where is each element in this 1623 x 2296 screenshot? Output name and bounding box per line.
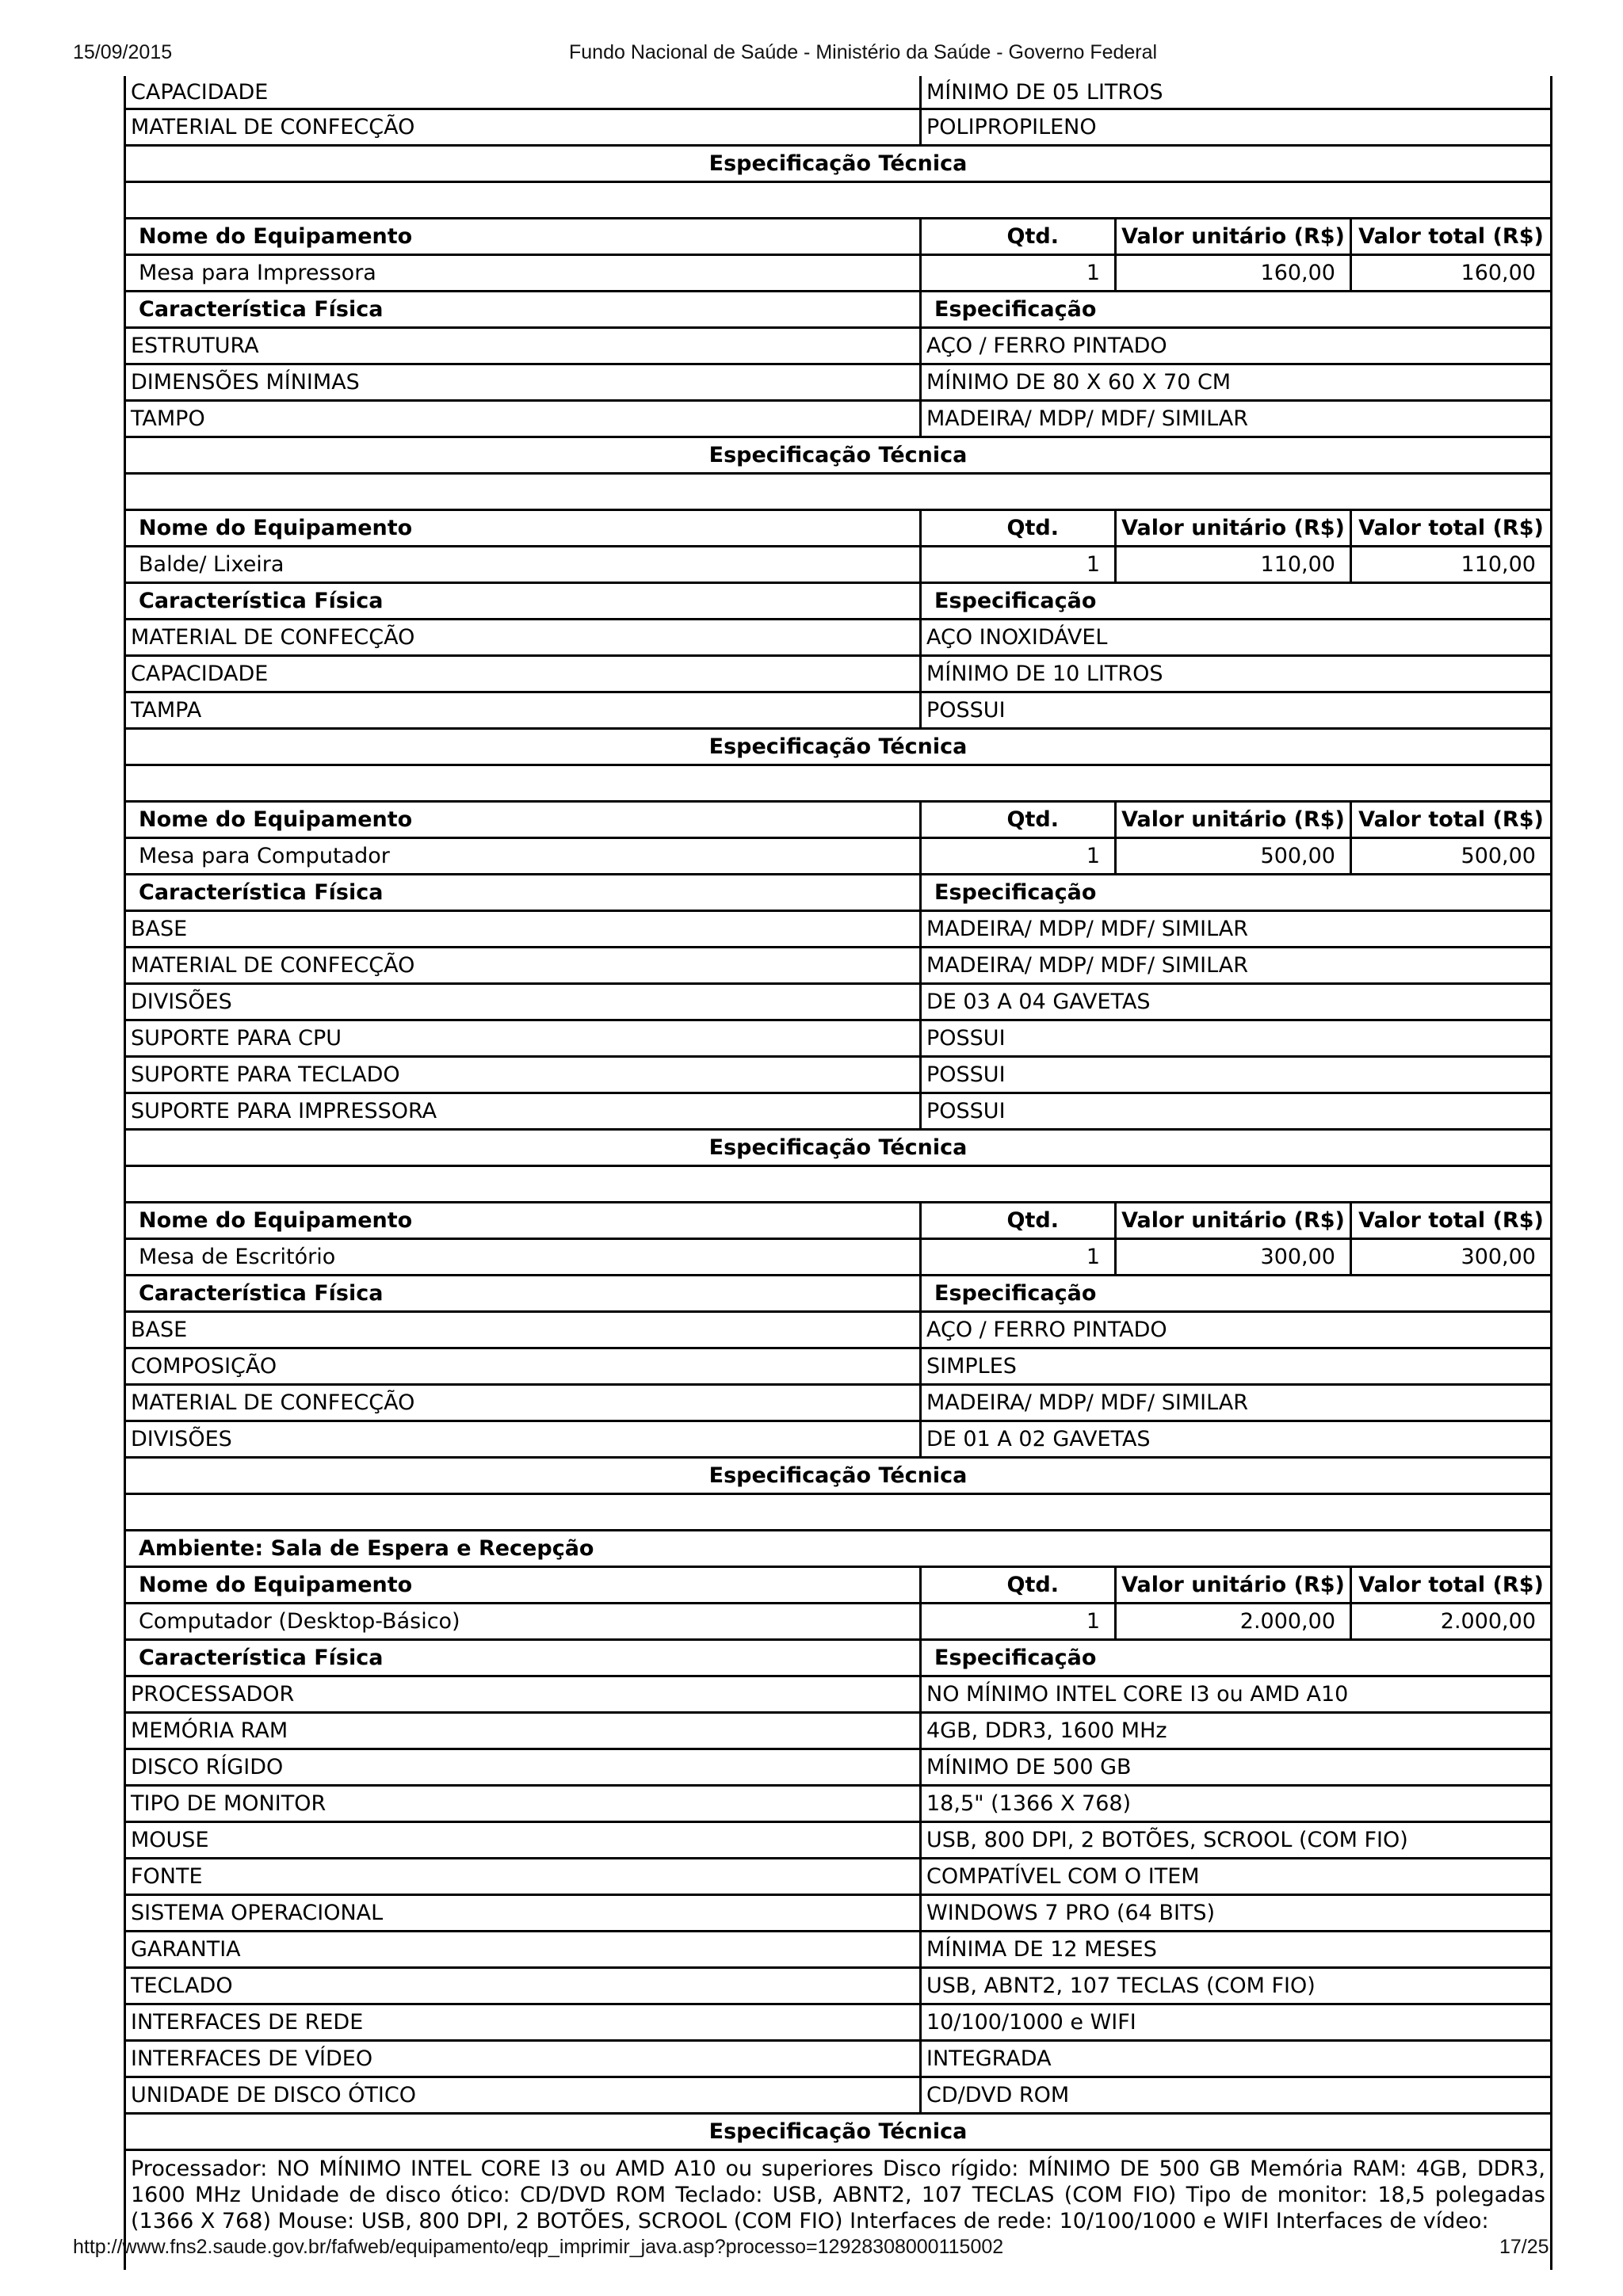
- col-header-caract: Característica Física: [126, 584, 922, 618]
- spec-label: BASE: [126, 1313, 922, 1347]
- spec-value: MADEIRA/ MDP/ MDF/ SIMILAR: [926, 917, 1248, 941]
- spec-label: MATERIAL DE CONFECÇÃO: [126, 110, 922, 144]
- col-header-qtd: Qtd.: [922, 1203, 1117, 1238]
- blank-row: [126, 1167, 1550, 1203]
- spec-row: [126, 402, 1550, 438]
- spec-value: USB, ABNT2, 107 TECLAS (COM FIO): [926, 1974, 1316, 1998]
- equipment-qtd: 1: [922, 1604, 1117, 1638]
- spec-label: CAPACIDADE: [126, 657, 922, 691]
- spec-value: INTEGRADA: [926, 2046, 1052, 2071]
- spec-value: SIMPLES: [926, 1354, 1017, 1379]
- equipment-unit-value: 300,00: [1117, 1240, 1352, 1274]
- col-header-name: Nome do Equipamento: [126, 803, 922, 837]
- spec-value: CD/DVD ROM: [926, 2083, 1070, 2107]
- spec-tecnica-heading: Especificação Técnica: [708, 151, 968, 176]
- equipment-header-row: [126, 1203, 1550, 1240]
- col-header-unit-value: Valor unitário (R$): [1117, 219, 1352, 254]
- spec-value: COMPATÍVEL COM O ITEM: [926, 1864, 1200, 1889]
- spec-row: [126, 693, 1550, 730]
- spec-value: DE 03 A 04 GAVETAS: [926, 990, 1151, 1014]
- spec-label: MATERIAL DE CONFECÇÃO: [126, 1386, 922, 1420]
- spec-row: [126, 1823, 1550, 1859]
- spec-tecnica-row: [126, 730, 1550, 766]
- spec-value: MÍNIMO DE 80 X 60 X 70 CM: [926, 370, 1232, 395]
- spec-row: [126, 2042, 1550, 2078]
- blank-row: [126, 1495, 1550, 1531]
- col-header-name: Nome do Equipamento: [126, 1203, 922, 1238]
- spec-row: [126, 1058, 1550, 1094]
- equipment-total-value: 2.000,00: [1440, 1609, 1536, 1634]
- spec-row: [126, 2005, 1550, 2042]
- spec-row: [126, 1422, 1550, 1459]
- equipment-qtd: 1: [922, 839, 1117, 873]
- col-header-total-value: Valor total (R$): [1358, 1573, 1544, 1597]
- page-number: 17/25: [1499, 2236, 1549, 2258]
- spec-tecnica-heading: Especificação Técnica: [708, 1463, 968, 1488]
- blank-row: [126, 475, 1550, 511]
- col-header-unit-value: Valor unitário (R$): [1117, 1203, 1352, 1238]
- blank-row: [126, 183, 1550, 219]
- spec-value: MADEIRA/ MDP/ MDF/ SIMILAR: [926, 1390, 1248, 1415]
- col-header-unit-value: Valor unitário (R$): [1117, 511, 1352, 545]
- equipment-row: [126, 256, 1550, 292]
- equipment-row: [126, 1604, 1550, 1641]
- equipment-name: Computador (Desktop-Básico): [126, 1604, 922, 1638]
- spec-header-row: [126, 292, 1550, 329]
- spec-row: [126, 2078, 1550, 2115]
- spec-label: DISCO RÍGIDO: [126, 1750, 922, 1784]
- spec-value: AÇO / FERRO PINTADO: [926, 1318, 1167, 1342]
- spec-value: NO MÍNIMO INTEL CORE I3 ou AMD A10: [926, 1682, 1349, 1707]
- col-header-spec: Especificação: [934, 589, 1097, 613]
- technical-description: Processador: NO MÍNIMO INTEL CORE I3 ou AMD A10 ou superiores Disco rígido: MÍNIMO DE 500 GB Memória RAM: 4GB, DDR3, 1600 MHz Unidade de disco ótico: CD/DVD ROM Teclado: USB, ABNT2, 107 TECLAS (COM FIO) Tipo de monitor: 18,5 polegadas (1366 X 768) Mouse: USB, 800 DPI, 2 BOTÕES, SCROOL (COM FIO) Interfaces de rede: 10/100/1000 e WIFI Interfaces de vídeo:: [131, 2157, 1545, 2233]
- spec-label: CAPACIDADE: [126, 76, 922, 108]
- spec-row: [126, 1094, 1550, 1131]
- spec-row: [126, 1677, 1550, 1714]
- spec-label: INTERFACES DE VÍDEO: [126, 2042, 922, 2076]
- col-header-qtd: Qtd.: [922, 219, 1117, 254]
- equipment-header-row: [126, 803, 1550, 839]
- col-header-name: Nome do Equipamento: [126, 511, 922, 545]
- equipment-name: Mesa para Computador: [126, 839, 922, 873]
- equipment-unit-value: 500,00: [1117, 839, 1352, 873]
- spec-value: MADEIRA/ MDP/ MDF/ SIMILAR: [926, 406, 1248, 431]
- col-header-unit-value: Valor unitário (R$): [1117, 1568, 1352, 1602]
- col-header-spec: Especificação: [934, 1646, 1097, 1670]
- spec-tecnica-row: [126, 1459, 1550, 1495]
- equipment-total-value: 500,00: [1461, 844, 1536, 868]
- col-header-qtd: Qtd.: [922, 1568, 1117, 1602]
- col-header-name: Nome do Equipamento: [126, 1568, 922, 1602]
- spec-header-row: [126, 1276, 1550, 1313]
- spec-label: SUPORTE PARA CPU: [126, 1021, 922, 1055]
- spec-tecnica-row: [126, 1131, 1550, 1167]
- col-header-caract: Característica Física: [126, 1641, 922, 1675]
- spec-row: [126, 1932, 1550, 1969]
- spec-label: TIPO DE MONITOR: [126, 1787, 922, 1821]
- spec-value: MÍNIMO DE 10 LITROS: [926, 662, 1163, 686]
- spec-value: MÍNIMA DE 12 MESES: [926, 1937, 1157, 1962]
- spec-value: WINDOWS 7 PRO (64 BITS): [926, 1901, 1216, 1925]
- equipment-unit-value: 110,00: [1117, 547, 1352, 582]
- spec-header-row: [126, 584, 1550, 620]
- blank-row: [126, 766, 1550, 803]
- blank-cell: [126, 475, 1550, 509]
- spec-row: [126, 1313, 1550, 1349]
- col-header-total-value: Valor total (R$): [1358, 1208, 1544, 1233]
- spec-value: 4GB, DDR3, 1600 MHz: [926, 1718, 1167, 1743]
- blank-cell: [126, 183, 1550, 217]
- spec-tecnica-heading: Especificação Técnica: [708, 734, 968, 759]
- page-header-title: Fundo Nacional de Saúde - Ministério da Saúde - Governo Federal: [569, 41, 1158, 63]
- spec-label: FONTE: [126, 1859, 922, 1894]
- col-header-caract: Característica Física: [126, 1276, 922, 1310]
- spec-value: 18,5" (1366 X 768): [926, 1791, 1132, 1816]
- spec-value: MÍNIMO DE 05 LITROS: [926, 79, 1163, 105]
- spec-label: INTERFACES DE REDE: [126, 2005, 922, 2039]
- spec-label: TECLADO: [126, 1969, 922, 2003]
- spec-row: [126, 1750, 1550, 1787]
- spec-value: USB, 800 DPI, 2 BOTÕES, SCROOL (COM FIO): [926, 1828, 1408, 1852]
- spec-value: POSSUI: [926, 1062, 1006, 1087]
- spec-row: [126, 1714, 1550, 1750]
- spec-value: 10/100/1000 e WIFI: [926, 2010, 1136, 2035]
- spec-tecnica-row: [126, 438, 1550, 475]
- spec-row: [126, 1021, 1550, 1058]
- spec-label: SUPORTE PARA IMPRESSORA: [126, 1094, 922, 1128]
- equipment-total-value: 300,00: [1461, 1245, 1536, 1269]
- spec-value: POSSUI: [926, 1099, 1006, 1123]
- col-header-qtd: Qtd.: [922, 511, 1117, 545]
- equipment-header-row: [126, 219, 1550, 256]
- spec-row: [126, 912, 1550, 948]
- spec-label: COMPOSIÇÃO: [126, 1349, 922, 1383]
- spec-label: MOUSE: [126, 1823, 922, 1857]
- spec-row: [126, 1349, 1550, 1386]
- col-header-spec: Especificação: [934, 880, 1097, 905]
- equipment-unit-value: 160,00: [1117, 256, 1352, 290]
- spec-value: AÇO / FERRO PINTADO: [926, 334, 1167, 358]
- equipment-header-row: [126, 1568, 1550, 1604]
- equipment-unit-value: 2.000,00: [1117, 1604, 1352, 1638]
- equipment-row: [126, 1240, 1550, 1276]
- spec-label: DIVISÕES: [126, 1422, 922, 1456]
- spec-tecnica-heading: Especificação Técnica: [708, 2119, 968, 2144]
- spec-label: SISTEMA OPERACIONAL: [126, 1896, 922, 1930]
- equipment-name: Mesa para Impressora: [126, 256, 922, 290]
- spec-label: DIVISÕES: [126, 985, 922, 1019]
- spec-label: UNIDADE DE DISCO ÓTICO: [126, 2078, 922, 2112]
- equipment-total-value: 160,00: [1461, 261, 1536, 285]
- spec-value: MÍNIMO DE 500 GB: [926, 1755, 1132, 1779]
- spec-tecnica-heading: Especificação Técnica: [708, 443, 968, 467]
- spec-row: [126, 1896, 1550, 1932]
- spec-value: AÇO INOXIDÁVEL: [926, 625, 1108, 650]
- spec-row: [126, 110, 1550, 147]
- spec-value: POSSUI: [926, 1026, 1006, 1051]
- spec-row: [126, 620, 1550, 657]
- equipment-row: [126, 839, 1550, 875]
- print-date: 15/09/2015: [73, 41, 173, 63]
- spec-label: MEMÓRIA RAM: [126, 1714, 922, 1748]
- spec-row: [126, 365, 1550, 402]
- col-header-qtd: Qtd.: [922, 803, 1117, 837]
- spec-tecnica-row: [126, 147, 1550, 183]
- spec-label: TAMPA: [126, 693, 922, 727]
- col-header-name: Nome do Equipamento: [126, 219, 922, 254]
- col-header-spec: Especificação: [934, 297, 1097, 322]
- spec-row: [126, 657, 1550, 693]
- blank-cell: [126, 1167, 1550, 1201]
- col-header-total-value: Valor total (R$): [1358, 516, 1544, 540]
- spec-value: DE 01 A 02 GAVETAS: [926, 1427, 1151, 1451]
- spec-row: [126, 1969, 1550, 2005]
- spec-label: ESTRUTURA: [126, 329, 922, 363]
- col-header-total-value: Valor total (R$): [1358, 807, 1544, 832]
- spec-row: [126, 1787, 1550, 1823]
- spec-label: PROCESSADOR: [126, 1677, 922, 1711]
- spec-row: [126, 329, 1550, 365]
- ambiente-row: [126, 1531, 1550, 1568]
- spec-tecnica-heading: Especificação Técnica: [708, 1135, 968, 1160]
- spec-value: POLIPROPILENO: [926, 115, 1097, 139]
- equipment-qtd: 1: [922, 1240, 1117, 1274]
- spec-label: MATERIAL DE CONFECÇÃO: [126, 948, 922, 982]
- spec-label: MATERIAL DE CONFECÇÃO: [126, 620, 922, 654]
- spec-row: [126, 985, 1550, 1021]
- blank-cell: [126, 766, 1550, 800]
- page-url: http://www.fns2.saude.gov.br/fafweb/equipamento/eqp_imprimir_java.asp?processo=12928308000115002: [73, 2236, 1004, 2258]
- equipment-qtd: 1: [922, 256, 1117, 290]
- spec-label: DIMENSÕES MÍNIMAS: [126, 365, 922, 399]
- spec-label: TAMPO: [126, 402, 922, 436]
- spec-row: [126, 1386, 1550, 1422]
- equipment-qtd: 1: [922, 547, 1117, 582]
- equipment-name: Balde/ Lixeira: [126, 547, 922, 582]
- col-header-unit-value: Valor unitário (R$): [1117, 803, 1352, 837]
- equipment-header-row: [126, 511, 1550, 547]
- equipment-name: Mesa de Escritório: [126, 1240, 922, 1274]
- ambiente-title: Ambiente: Sala de Espera e Recepção: [139, 1536, 594, 1561]
- spec-label: SUPORTE PARA TECLADO: [126, 1058, 922, 1092]
- equipment-total-value: 110,00: [1461, 552, 1536, 577]
- spec-tecnica-row: [126, 2115, 1550, 2151]
- col-header-spec: Especificação: [934, 1281, 1097, 1306]
- col-header-caract: Característica Física: [126, 875, 922, 910]
- equipment-sheet: [124, 76, 1552, 2270]
- spec-row: [126, 1859, 1550, 1896]
- col-header-total-value: Valor total (R$): [1358, 224, 1544, 249]
- spec-row: [126, 948, 1550, 985]
- spec-header-row: [126, 875, 1550, 912]
- equipment-row: [126, 547, 1550, 584]
- spec-row: [126, 76, 1550, 110]
- spec-label: GARANTIA: [126, 1932, 922, 1966]
- spec-value: POSSUI: [926, 698, 1006, 723]
- col-header-caract: Característica Física: [126, 292, 922, 326]
- spec-value: MADEIRA/ MDP/ MDF/ SIMILAR: [926, 953, 1248, 978]
- spec-header-row: [126, 1641, 1550, 1677]
- blank-cell: [126, 1495, 1550, 1529]
- spec-label: BASE: [126, 912, 922, 946]
